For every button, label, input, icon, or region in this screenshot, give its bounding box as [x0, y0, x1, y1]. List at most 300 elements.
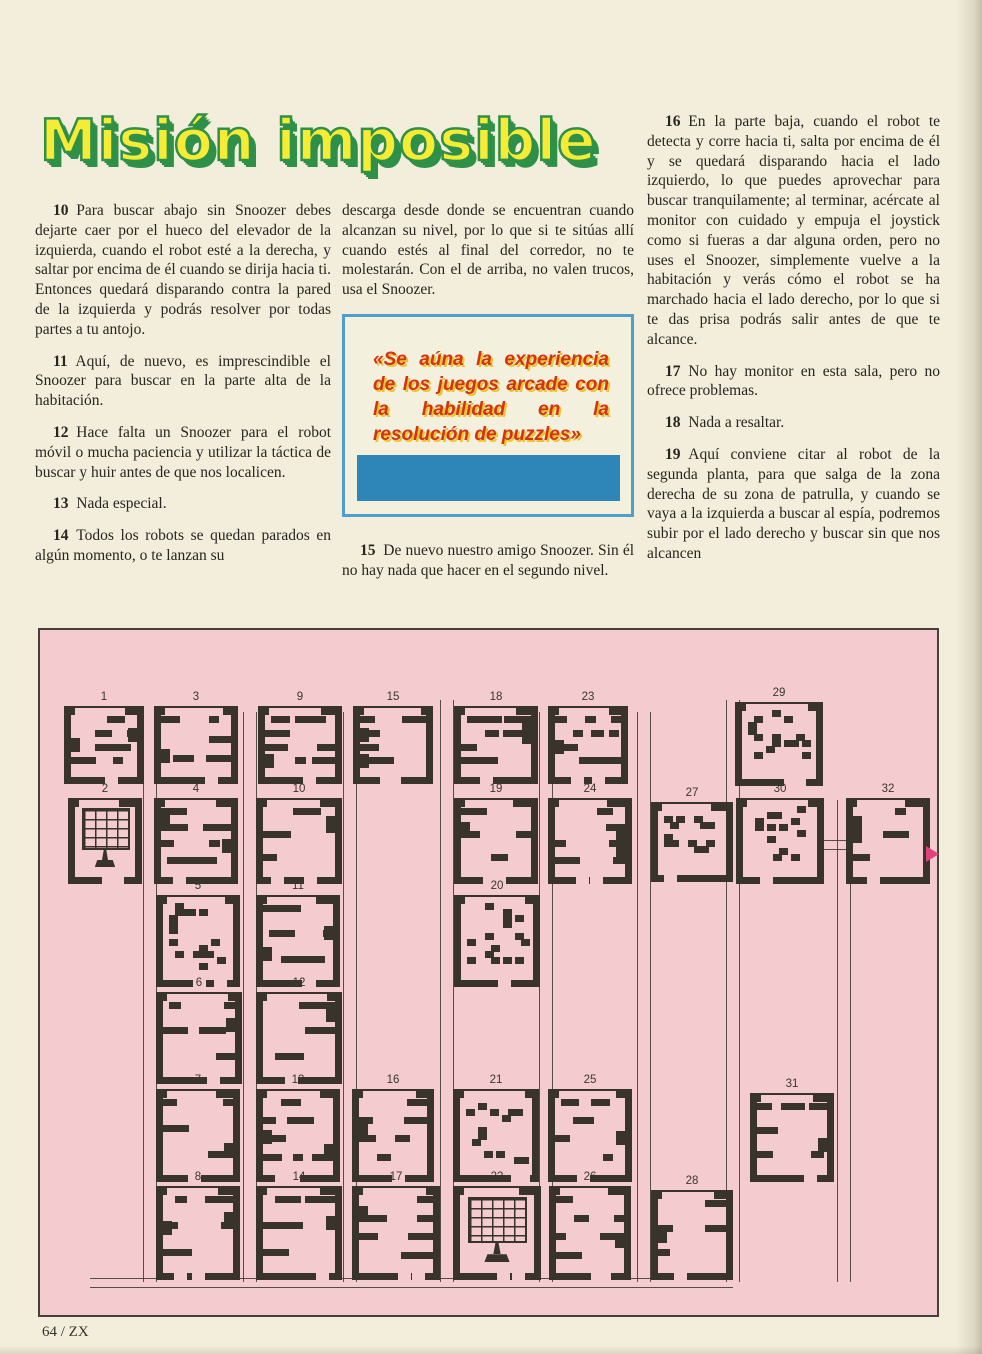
platform-dot	[175, 951, 184, 958]
platform-bar	[417, 1215, 433, 1222]
room-corner-block	[516, 706, 538, 715]
platform-bar	[263, 1117, 276, 1124]
map-room-28	[651, 1175, 733, 1280]
tip-paragraph: 15 De nuevo nuestro amigo Snoozer. Sin él no hay nada que hacer en el segundo nivel.	[342, 541, 634, 579]
room-number-label: 2	[101, 783, 109, 795]
platform-bar	[479, 716, 502, 723]
room-number-label: 30	[773, 783, 787, 795]
map-room-26	[549, 1171, 631, 1280]
door-gap	[664, 875, 677, 882]
door-gap	[867, 877, 880, 884]
platform-dot	[767, 824, 776, 831]
platform-bar	[263, 1154, 282, 1161]
platform-dot	[467, 939, 476, 946]
room-number-label: 4	[192, 783, 200, 795]
map-room-9	[258, 691, 342, 784]
door-gap	[102, 877, 115, 884]
pull-quote-box	[342, 314, 634, 517]
tip-paragraph: 10 Para buscar abajo sin Snoozer debes dejarte caer por el hueco del elevador de la izquierda, cuando el robot esté a la derecha, y saltar por encima de él cuando se dirija hacia ti. Entonces quedará disparando contra la pared de la izquierda y podrás resolver por todas partes a tu antojo.	[35, 202, 331, 338]
map-room-29	[735, 687, 823, 786]
platform-bar	[883, 831, 909, 838]
platform-bar	[263, 854, 277, 861]
room-corner-block	[735, 702, 746, 711]
platform-dot	[502, 1115, 511, 1122]
room-corner-block	[421, 706, 433, 715]
tip-paragraph: 12 Hace falta un Snoozer para el robot móvil o mucha paciencia y utilizar la táctica de buscar y huir antes de que nos localicen.	[35, 423, 331, 481]
platform-bar	[360, 744, 379, 751]
wall-tab	[818, 1138, 827, 1152]
platform-bar	[263, 831, 285, 838]
platform-dot	[521, 939, 530, 946]
map-room-16	[352, 1074, 434, 1182]
platform-bar	[209, 840, 220, 847]
room-corner-block	[525, 895, 540, 904]
map-room-19	[454, 783, 538, 884]
room-corner-block	[750, 1093, 761, 1102]
platform-bar	[161, 716, 180, 723]
wall-tab	[161, 815, 170, 829]
platform-bar	[265, 730, 290, 737]
room-number-label: 20	[490, 880, 504, 892]
platform-dot	[773, 854, 782, 861]
platform-dot	[779, 824, 788, 831]
wall-tab	[853, 829, 862, 843]
room-corner-block	[416, 1089, 434, 1098]
room-number-label: 8	[194, 1171, 202, 1183]
room-number-label: 13	[291, 1074, 305, 1086]
room-corner-block	[256, 1089, 267, 1098]
room-corner-block	[156, 895, 167, 904]
room-corner-block	[548, 1089, 559, 1098]
door-gap	[498, 980, 511, 987]
room-corner-block	[513, 798, 538, 807]
wall-tab	[224, 1143, 233, 1157]
room-number-label: 11	[292, 880, 304, 892]
corridor-line	[824, 840, 846, 850]
room-corner-block	[454, 706, 465, 715]
platform-bar	[413, 1233, 433, 1240]
map-room-22	[453, 1171, 541, 1280]
room-corner-block	[808, 798, 824, 807]
tip-paragraph: 16 En la parte baja, cuando el robot te detecta y corre hacia ti, salta por encima de él y se quedará disparando hacia el lado izquierdo, lo que puedes aprovechar para buscar tranquilamente; al terminar, acércate al monitor con cuidado y empuja el joystick como si fueras a dar alguna orden, pero no uses el Snoozer, simplemente vuelve a la habitación y verás cómo el robot se ha marchado hacia el lado derecho, por lo que si te das prisa podrás salir antes de que te alcance.	[647, 113, 940, 348]
room-number-label: 3	[192, 691, 200, 703]
platform-bar	[95, 730, 112, 737]
door-gap	[398, 1273, 411, 1280]
map-panel	[38, 628, 939, 1317]
wall-tab	[555, 740, 564, 754]
tip-paragraph: 18 Nada a resaltar.	[665, 414, 785, 432]
platform-bar	[163, 1125, 189, 1132]
map-room-5	[156, 880, 240, 987]
map-room-32	[846, 783, 930, 884]
platform-dot	[169, 915, 178, 922]
room-corner-block	[353, 706, 364, 715]
platform-bar	[359, 1233, 378, 1240]
room-corner-block	[154, 798, 165, 807]
platform-bar	[461, 744, 477, 751]
room-corner-block	[320, 1089, 340, 1098]
door-gap	[174, 1273, 187, 1280]
platform-bar	[658, 1249, 670, 1256]
map-room-17	[352, 1171, 440, 1280]
room-corner-block	[216, 798, 238, 807]
platform-bar	[377, 1154, 391, 1161]
platform-dot	[485, 903, 494, 910]
platform-bar	[485, 757, 498, 764]
article-column-2	[342, 201, 634, 593]
platform-bar	[574, 1215, 589, 1222]
map-room-15	[353, 691, 433, 784]
platform-dot	[791, 818, 800, 825]
room-number-label: 5	[194, 880, 202, 892]
platform-bar	[299, 1002, 318, 1009]
platform-bar	[175, 1196, 187, 1203]
room-corner-block	[607, 798, 632, 807]
wall-tab	[461, 822, 470, 836]
map-room-10	[256, 783, 342, 884]
platform-bar	[263, 1249, 289, 1256]
door-gap	[598, 1273, 611, 1280]
platform-dot	[802, 752, 811, 759]
map-room-18	[454, 691, 538, 784]
platform-dot	[754, 734, 763, 741]
platform-dot	[491, 957, 500, 964]
wall-tab	[324, 926, 333, 940]
platform-bar	[611, 716, 621, 723]
platform-bar	[597, 808, 613, 815]
platform-bar	[555, 1135, 570, 1142]
room-number-label: 22	[490, 1171, 504, 1183]
tip-paragraph: 17 No hay monitor en esta sala, pero no ofrece problemas.	[647, 362, 940, 400]
platform-bar	[161, 840, 172, 847]
room-number-label: 7	[194, 1074, 202, 1086]
room-number-label: 26	[583, 1171, 597, 1183]
platform-dot	[754, 716, 763, 723]
platform-bar	[169, 1002, 181, 1009]
tip-number: 15	[360, 541, 384, 559]
platform-dot	[490, 1109, 499, 1116]
platform-bar	[295, 716, 315, 723]
platform-bar	[263, 1222, 285, 1229]
platform-bar	[757, 1127, 778, 1134]
platform-bar	[573, 730, 583, 737]
map-room-8	[156, 1171, 240, 1280]
platform-bar	[561, 1099, 579, 1106]
map-room-31	[750, 1078, 834, 1182]
platform-dot	[503, 957, 512, 964]
platform-bar	[573, 1117, 594, 1124]
platform-bar	[591, 1099, 610, 1106]
page-edge-shade	[956, 0, 982, 1354]
platform-dot	[797, 830, 806, 837]
platform-bar	[591, 730, 604, 737]
platform-bar	[209, 1196, 233, 1203]
platform-bar	[556, 1252, 582, 1259]
platform-bar	[275, 1053, 304, 1060]
door-gap	[512, 1273, 525, 1280]
room-corner-block	[454, 798, 465, 807]
room-corner-block	[258, 706, 269, 715]
platform-bar	[216, 1053, 235, 1060]
platform-bar	[305, 1196, 327, 1203]
platform-bar	[614, 1215, 624, 1222]
room-corner-block	[327, 992, 342, 1001]
room-corner-block	[156, 1186, 167, 1195]
room-number-label: 17	[389, 1171, 403, 1183]
tip-number: 16	[665, 113, 689, 130]
platform-bar	[555, 840, 566, 847]
wall-tab	[615, 1234, 624, 1248]
tip-paragraph: 19 Aquí conviene citar al robot de la segunda planta, para que salga de la zona derecha de su zona de patrulla, y cuando se vaya a la izquierda a buscar al espía, podremos subir por el lado derecho y buscar sin que nos alcancen	[647, 445, 940, 562]
article-column-2-tips	[342, 541, 634, 581]
platform-bar	[113, 757, 123, 764]
room-corner-block	[426, 1186, 440, 1195]
room-number-label: 24	[583, 783, 597, 795]
elevator-shaft	[243, 712, 257, 1282]
tip-number: 13	[53, 495, 77, 513]
tip-paragraph: 11 Aquí, de nuevo, es imprescindible el Snoozer para buscar en la parte alta de la habitación.	[35, 352, 331, 410]
door-gap	[192, 1273, 205, 1280]
platform-bar	[107, 716, 125, 723]
platform-dot	[664, 816, 673, 823]
room-number-label: 21	[489, 1074, 503, 1086]
room-number-label: 9	[296, 691, 304, 703]
room-corner-block	[808, 702, 823, 711]
room-number-label: 25	[583, 1074, 597, 1086]
room-corner-block	[454, 895, 465, 904]
map-room-25	[548, 1074, 632, 1182]
wall-tab	[658, 1229, 667, 1243]
door-gap	[412, 1273, 425, 1280]
platform-bar	[491, 854, 508, 861]
platform-bar	[293, 808, 321, 815]
door-gap	[590, 877, 603, 884]
room-corner-block	[256, 1186, 267, 1195]
platform-bar	[603, 1154, 613, 1161]
wall-tab	[360, 754, 369, 768]
wall-tab	[71, 738, 80, 752]
door-gap	[497, 1273, 510, 1280]
platform-bar	[281, 956, 306, 963]
room-corner-block	[905, 798, 930, 807]
wall-tab	[360, 728, 369, 742]
tip-number: 11	[53, 352, 76, 370]
room-corner-block	[320, 798, 342, 807]
page-bottom-shade	[0, 1346, 982, 1354]
map-room-14	[256, 1171, 342, 1280]
room-corner-block	[813, 1093, 834, 1102]
platform-bar	[504, 716, 531, 723]
platform-bar	[811, 1151, 824, 1158]
platform-dot	[515, 915, 524, 922]
map-room-7	[156, 1074, 240, 1182]
platform-bar	[161, 808, 181, 815]
platform-bar	[209, 716, 219, 723]
platform-bar	[173, 755, 194, 762]
map-room-30	[736, 783, 824, 884]
platform-bar	[216, 755, 231, 762]
platform-dot	[169, 927, 178, 934]
room-corner-block	[64, 706, 75, 715]
platform-bar	[485, 730, 499, 737]
platform-bar	[311, 956, 324, 963]
room-corner-block	[608, 1186, 631, 1195]
platform-dot	[767, 836, 776, 843]
tip-number: 19	[665, 445, 689, 463]
wall-tab	[359, 1206, 368, 1220]
platform-dot	[670, 822, 679, 829]
platform-bar	[263, 905, 290, 912]
platform-bar	[555, 716, 567, 723]
platform-dot	[706, 822, 715, 829]
platform-bar	[417, 1196, 433, 1203]
room-corner-block	[711, 802, 733, 811]
wall-tab	[265, 754, 274, 768]
wall-tab	[853, 816, 862, 830]
elevator-shaft	[637, 712, 651, 1282]
wall-tab	[224, 1212, 233, 1226]
door-gap	[316, 1273, 329, 1280]
platform-dot	[193, 951, 202, 958]
platform-dot	[694, 846, 703, 853]
platform-dot	[797, 806, 806, 813]
map-room-4	[154, 783, 238, 884]
room-number-label: 32	[881, 783, 895, 795]
room-number-label: 15	[386, 691, 400, 703]
map-room-20	[454, 880, 540, 987]
map-room-6	[156, 977, 242, 1084]
wall-tab	[226, 1018, 235, 1032]
door-gap	[674, 1273, 687, 1280]
door-gap	[380, 777, 393, 784]
wall-tab	[161, 749, 170, 763]
room-corner-block	[651, 1190, 662, 1199]
wall-tab	[263, 1130, 272, 1144]
platform-bar	[199, 1027, 226, 1034]
room-number-label: 18	[489, 691, 503, 703]
page-footer: 64 / ZX	[42, 1324, 89, 1340]
tip-continuation: descarga desde donde se encuentran cuando alcanzan su nivel, por lo que si te sitúas allí cuando estés al final del corredor, no te molestarán. Con el de arriba, no valen trucos, usa el Snoozer.	[342, 202, 634, 299]
platform-bar	[895, 808, 906, 815]
room-number-label: 12	[292, 977, 306, 989]
room-corner-block	[714, 1190, 733, 1199]
tip-paragraph: 13 Nada especial.	[53, 495, 167, 513]
platform-dot	[503, 915, 512, 922]
room-corner-block	[352, 1186, 363, 1195]
platform-bar	[269, 930, 289, 937]
platform-dot	[503, 909, 512, 916]
platform-dot	[755, 824, 764, 831]
platform-bar	[203, 824, 222, 831]
platform-bar	[612, 824, 625, 831]
platform-bar	[600, 757, 621, 764]
platform-bar	[163, 1099, 177, 1106]
computer-monitor-icon	[468, 1197, 527, 1244]
room-corner-block	[651, 802, 662, 811]
room-corner-block	[256, 798, 267, 807]
map-room-13	[256, 1074, 340, 1182]
platform-bar	[556, 1196, 568, 1203]
platform-bar	[503, 730, 523, 737]
platform-bar	[461, 757, 475, 764]
tip-number: 14	[53, 527, 77, 545]
platform-dot	[754, 752, 763, 759]
room-corner-block	[156, 992, 167, 1001]
room-number-label: 10	[292, 783, 306, 795]
platform-bar	[293, 1154, 303, 1161]
platform-bar	[757, 1103, 772, 1110]
room-corner-block	[256, 895, 267, 904]
platform-dot	[472, 1139, 481, 1146]
platform-dot	[748, 728, 757, 735]
elevator-shaft	[440, 700, 454, 1282]
platform-bar	[223, 1099, 233, 1106]
room-corner-block	[154, 706, 165, 715]
platform-bar	[705, 1225, 726, 1232]
page-title: Misión imposible	[40, 108, 597, 174]
room-number-label: 31	[785, 1078, 799, 1090]
tip-number: 17	[665, 362, 689, 380]
room-corner-block	[736, 798, 747, 807]
map-room-24	[548, 783, 632, 884]
platform-bar	[210, 736, 231, 743]
room-corner-block	[68, 798, 79, 807]
map-room-11	[256, 880, 340, 987]
platform-bar	[295, 757, 306, 764]
platform-dot	[515, 957, 524, 964]
computer-monitor-icon	[82, 808, 130, 851]
platform-bar	[275, 1196, 301, 1203]
room-corner-block	[548, 706, 559, 715]
platform-bar	[359, 1135, 376, 1142]
platform-dot	[767, 812, 776, 819]
room-number-label: 6	[195, 977, 203, 989]
map-arrow-icon	[926, 846, 939, 862]
door-gap	[804, 1175, 817, 1182]
platform-bar	[265, 744, 288, 751]
wall-tab	[616, 846, 625, 860]
room-number-label: 16	[386, 1074, 400, 1086]
platform-bar	[360, 716, 375, 723]
map-room-1	[64, 691, 144, 784]
platform-bar	[163, 1027, 188, 1034]
room-number-label: 14	[292, 1171, 306, 1183]
room-corner-block	[223, 706, 238, 715]
room-corner-block	[156, 1089, 167, 1098]
platform-bar	[271, 716, 290, 723]
platform-bar	[224, 1002, 235, 1009]
wall-tab	[128, 728, 137, 742]
platform-bar	[287, 1117, 297, 1124]
platform-dot	[169, 939, 178, 946]
platform-dot	[496, 1151, 505, 1158]
article-column-1	[35, 201, 331, 578]
platform-bar	[407, 1252, 433, 1259]
platform-dot	[199, 963, 208, 970]
platform-bar	[281, 1099, 301, 1106]
platform-bar	[402, 716, 426, 723]
platform-bar	[384, 757, 394, 764]
platform-dot	[706, 840, 715, 847]
room-corner-block	[321, 706, 342, 715]
platform-dot	[485, 933, 494, 940]
platform-dot	[670, 840, 679, 847]
platform-bar	[163, 1249, 176, 1256]
platform-bar	[113, 744, 131, 751]
room-corner-block	[119, 798, 142, 807]
platform-bar	[312, 757, 335, 764]
platform-dot	[484, 1151, 493, 1158]
